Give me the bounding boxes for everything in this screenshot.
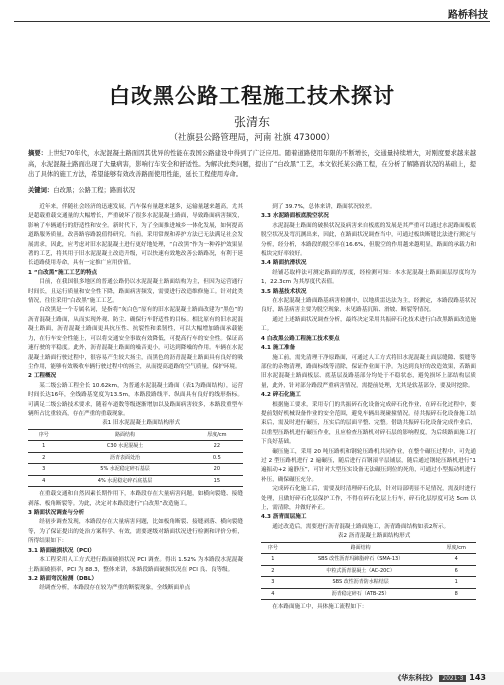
table-cell: 4 [261, 588, 285, 600]
paragraph: 施工前，需先清理干净原路面，可通过人工方式将旧水泥混凝土面层缝隙、裂缝等部位的杂物清理，路面标线等清除，保证作业面干净。为达到良好的改造效果，若路面旧水泥混凝土路面板层、底基层及路基部分均处于不稳状态，避免损坏上部结构层质量，此外，针对部分路段严重病害情况，需提前处理，尤其是软基部分，要及时挖除。 [261, 354, 476, 389]
table-cell: 沥青表面处治 [59, 452, 190, 464]
subsection-heading: 3.4 路面抗滑状况 [261, 260, 307, 267]
table-cell: 4 [436, 554, 476, 566]
table-row [28, 464, 243, 476]
table-cell: 沥青稳定碎石（ATB-25） [285, 588, 437, 600]
section-heading: 4 白改黑公路工程施工技术要点 [261, 335, 340, 342]
paragraph: 根据施工要求，采用专门的共振碎石化设备完成碎石化作业，在碎石化过程中，要提前划好机械设备作业的安全范围，避免车辆出现碰撞情况。待共振碎石化设备施工结束后，需及时进行碾压，压实后的层面平整、完整。借助共振碎石化设备完成作业后，以重型压路机进行碾压作业，且应检查压路机对碎石层的影响程度，为后续路面施工打下良好基础。 [261, 401, 476, 446]
table-caption: 表2 沥青混凝土路面结构形式 [337, 533, 411, 540]
paragraph: 经初步调查发现，本路段存在大量病害问题，比如板角断裂、接缝剥落、横向裂缝等，为了保证提出的处治方案科学、有效，需要逐级对路面状况进行检测和评价分析，所得结果如下： [28, 519, 243, 545]
header-rule [14, 21, 490, 22]
page-footer [394, 673, 486, 683]
keywords [28, 185, 135, 194]
table-row [261, 577, 476, 589]
table-row [261, 565, 476, 577]
abstract-label: 摘要： [28, 150, 48, 157]
pavement-structure-table-1 [28, 429, 243, 488]
table-header: 路面结构 [59, 429, 190, 441]
section-heading: 1 “白改黑”施工工艺的特点 [28, 269, 98, 276]
paragraph: 到了 39.7%，总体来讲，路面状况较差。 [272, 204, 376, 210]
table-cell: 5% 水泥稳定碎石基层 [59, 464, 190, 476]
table-cell: 3 [28, 464, 59, 476]
table-header: 厚度/cm [191, 429, 243, 441]
table-cell: SBS 改性沥青玛蹄脂碎石（SMA-13） [285, 554, 437, 566]
table-header: 路面结构 [285, 542, 437, 554]
table-cell: 0.5 [191, 452, 243, 464]
keywords-text: 白改黑；公路工程；路面状况 [53, 187, 136, 194]
table-cell: 4 [28, 475, 59, 487]
table-cell: 22 [191, 441, 243, 453]
table-cell: 1 [436, 577, 476, 589]
magazine-name: 《华东科技》 [394, 674, 437, 682]
article-title: 白改黑公路工程施工技术探讨 [109, 83, 395, 108]
table-header: 厚度/cm [436, 542, 476, 554]
article-author: 张清东 [233, 115, 270, 129]
paragraph: 水泥混凝土路面的破损状况及病害来自板底的发展是其严重可以通过水泥路面板底脱空状况及弯沉测出来，因此，在路面状况调查当中，可通过板块断缝比法进行测定与分析，经分析，本路段的脱空率在16.6%，但脱空的作用越来越明显，路面的承载力和板块完好率较好。 [261, 222, 476, 258]
intro-paragraph: 近年来，伴随社会经济的迅速发展，汽车保有量越来越多，运输量越来越高，尤其是超载重载交通量的大幅增长，严重破坏了很多水泥混凝土路面，导致路面病害频发，影响了车辆通行的舒适性和安全。新时代下，为了全面推进城乡一体化发展，如何提高道路服务质量，改善路容路貌值得研究。当前，采用常规和养护方法已无法满足社会发展需求，因此，应考虑对旧水泥混凝土进行更好地处理，“白改黑”作为一种养护效果显著的工艺，将其用于旧水泥混凝土改造升级，可以快速有效地改善公路路况，有利于延长道路使用寿命，具有一定推广应用价值。 [28, 204, 243, 267]
table-caption: 表1 旧水泥混凝土路面结构形式 [102, 420, 181, 427]
left-column [28, 203, 243, 594]
table-row [28, 441, 243, 453]
table-header: 序号 [261, 542, 285, 554]
subsection-heading: 4.1 施工准备 [261, 345, 296, 352]
abstract [28, 149, 476, 181]
subsection-heading: 3.1 路面破损状况（PCI） [28, 547, 95, 554]
subsection-heading: 3.2 路面弯沉检测（DBL） [28, 575, 98, 582]
section-tag: 路桥科技 [448, 10, 488, 21]
table-cell: 2 [28, 452, 59, 464]
table-cell: 1 [261, 554, 285, 566]
table-row [261, 588, 476, 600]
paragraph: 白改黑是一个专属名词，是指将“灰白色”原有的旧水泥混凝土路面改建为“黑色”的沥青混凝土路面，从而实现外观、防尘、确保行车舒适性的目标。相比原有的旧水泥混凝土路面，沥青混凝土路面更具抗压性、抗裂性和柔韧性，可以大幅增加路面承载能力，在行车安全性能上，可以将交通安全事故有效降低，可提高行车的安全性。保证高速行驶的平稳度。此外，沥青混凝土路面的噪音更小，可达到降噪的作用。车辆在水泥混凝土路面行驶过程中，很容易产生较大扬尘，而黑色的沥青混凝土路面具有良好的吸尘作用，能够有效吸收车辆行驶过程中的扬尘，从而提高道路的空气质量，保护环境。 [28, 307, 243, 370]
paragraph: 碾压施工，采用 20 吨压路机和钢轮压路机共同作业，在整个碾压过程中，可先通过 2 型压路机进行 2 遍碾压，随后进行百钢滚平层铺层，随后通过钢轮压路机进行“1 遍振动+2 遍静压”，可针对大型压实设备无法碾压到位的死角，可通过小型振动机进行补压，确保碾压充分。 [261, 448, 476, 483]
table-row [28, 475, 243, 487]
paragraph: 经铺芯取样法可测定路面的厚度，经检测可知：本水泥混凝土路面面层厚度均为1，22.3cm 为其厚度代表值。 [261, 269, 476, 286]
subsection-heading: 3.5 路基技术状况 [261, 288, 307, 295]
table-row [28, 452, 243, 464]
pavement-structure-table-2 [261, 542, 476, 601]
table-cell: 15 [191, 475, 243, 487]
paragraph: 在水泥混凝土路面路基病害检测中，以地质雷达法为主，经测定，本路段路基状况良好，路基病害主要为脱空现象，未见路基沉陷、滑坡、断裂等情况。 [261, 298, 476, 314]
page-number: 143 [469, 673, 486, 682]
right-column [261, 203, 476, 613]
subsection-heading: 3.3 水泥路面板底脱空状况 [261, 213, 329, 220]
keywords-label: 关键词： [28, 187, 54, 194]
table-row [261, 554, 476, 566]
table-cell: 3 [261, 577, 285, 589]
table-cell: 4% 水泥稳定碎石底基层 [59, 475, 190, 487]
paragraph: 在重载交通和自然因素长期作用下，本路段存在大量病害问题，如横向裂缝、接缝剥落、板角断裂等。为此，决定对本路段进行“白改黑”改造施工。 [28, 491, 243, 507]
paragraph: 目前，在我国很多地区的普通公路仍以水泥混凝土路面结构为主，但因为运营通行时间长，且运行质量和安全性下降，路面病害频发，需要进行改造维修施工。针对此类情况，往往采用“白改黑”施工工艺。 [28, 279, 243, 305]
table-header: 序号 [28, 429, 59, 441]
section-heading: 3 路面状况调查与分析 [28, 510, 85, 517]
table-cell: SBS 改性沥青防水粘结层 [285, 577, 437, 589]
table-cell: 2 [261, 565, 285, 577]
paragraph: 完成碎石化施工后，需要及时清理碎石化层，针对局部明显不足情况，需及时进行处理，且做好碎石化层保护工作，不得在碎石化层上行车，碎石化层厚度可达 5cm 以上，需清除，并做好补正。 [261, 486, 476, 511]
subsection-heading: 4.3 沥青面层施工 [261, 514, 307, 521]
paragraph: 本工程采用人工方式进行路面破损状况 PCI 调查。得出 1.52% 为本路段水泥混凝土路面破损率，PCI 为 88.3，整体来讲，本路段路面破损状况在 PCI 良、良等级。 [28, 557, 243, 573]
section-heading: 2 工程概况 [28, 373, 57, 380]
subsection-heading: 4.2 碎石化施工 [261, 392, 301, 399]
paragraph: 通过上述路面状况调查分析，最终决定采用共振碎石化技术进行白改黑路面改造施工。 [261, 316, 476, 333]
paragraph: 通过改造后，需要进行沥青混凝土路面施工，沥青路面结构如表2所示。 [272, 523, 450, 530]
table-cell: 20 [191, 464, 243, 476]
issue-badge: 2021·3 [439, 675, 466, 682]
paragraph: 经调查分析，本路段存在较为严重的断裂现象，全线断面单点 [39, 585, 191, 592]
paragraph: 在本路面施工中，具体施工流程如下： [272, 604, 368, 611]
author-affiliation: （社旗县公路管理局，河南 社旗 473000） [169, 133, 335, 143]
table-cell: 1 [28, 441, 59, 453]
abstract-text: 上世纪70年代，水泥混凝土路面因其优异的性能在我国公路建设中得到了广泛应用。随着道路使用年限的不断增长，交通量持续增大，对刚度要求越来越高，水泥混凝土路面出现了大量病害，影响行车安全和舒适性。为解决此类问题，提出了“白改黑”工艺，本文依托某公路工程，在分析了解路面状况的基础上，提出了具体的施工方法，希望能够有效改善路面使用性能，延长工程使用寿命。 [28, 150, 477, 179]
paragraph: 某二级公路工程全长 10.62km，为普通水泥混凝土路面（表1为路面结构），运营时间长达16年，全线路基宽度为13.5m，本路段路线平、纵面具有良好的线形指标。可满足二级公路技术要求，随着车道数等级逐渐增加以及路面病害较多，本路段重型车辆所占比重较高，存在严重的重载现象。 [28, 382, 243, 417]
table-cell: 8 [436, 588, 476, 600]
table-cell: C30 水泥混凝土 [59, 441, 190, 453]
table-cell: 6 [436, 565, 476, 577]
table-cell: 中粒式沥青混凝土（AC-20C） [285, 565, 437, 577]
